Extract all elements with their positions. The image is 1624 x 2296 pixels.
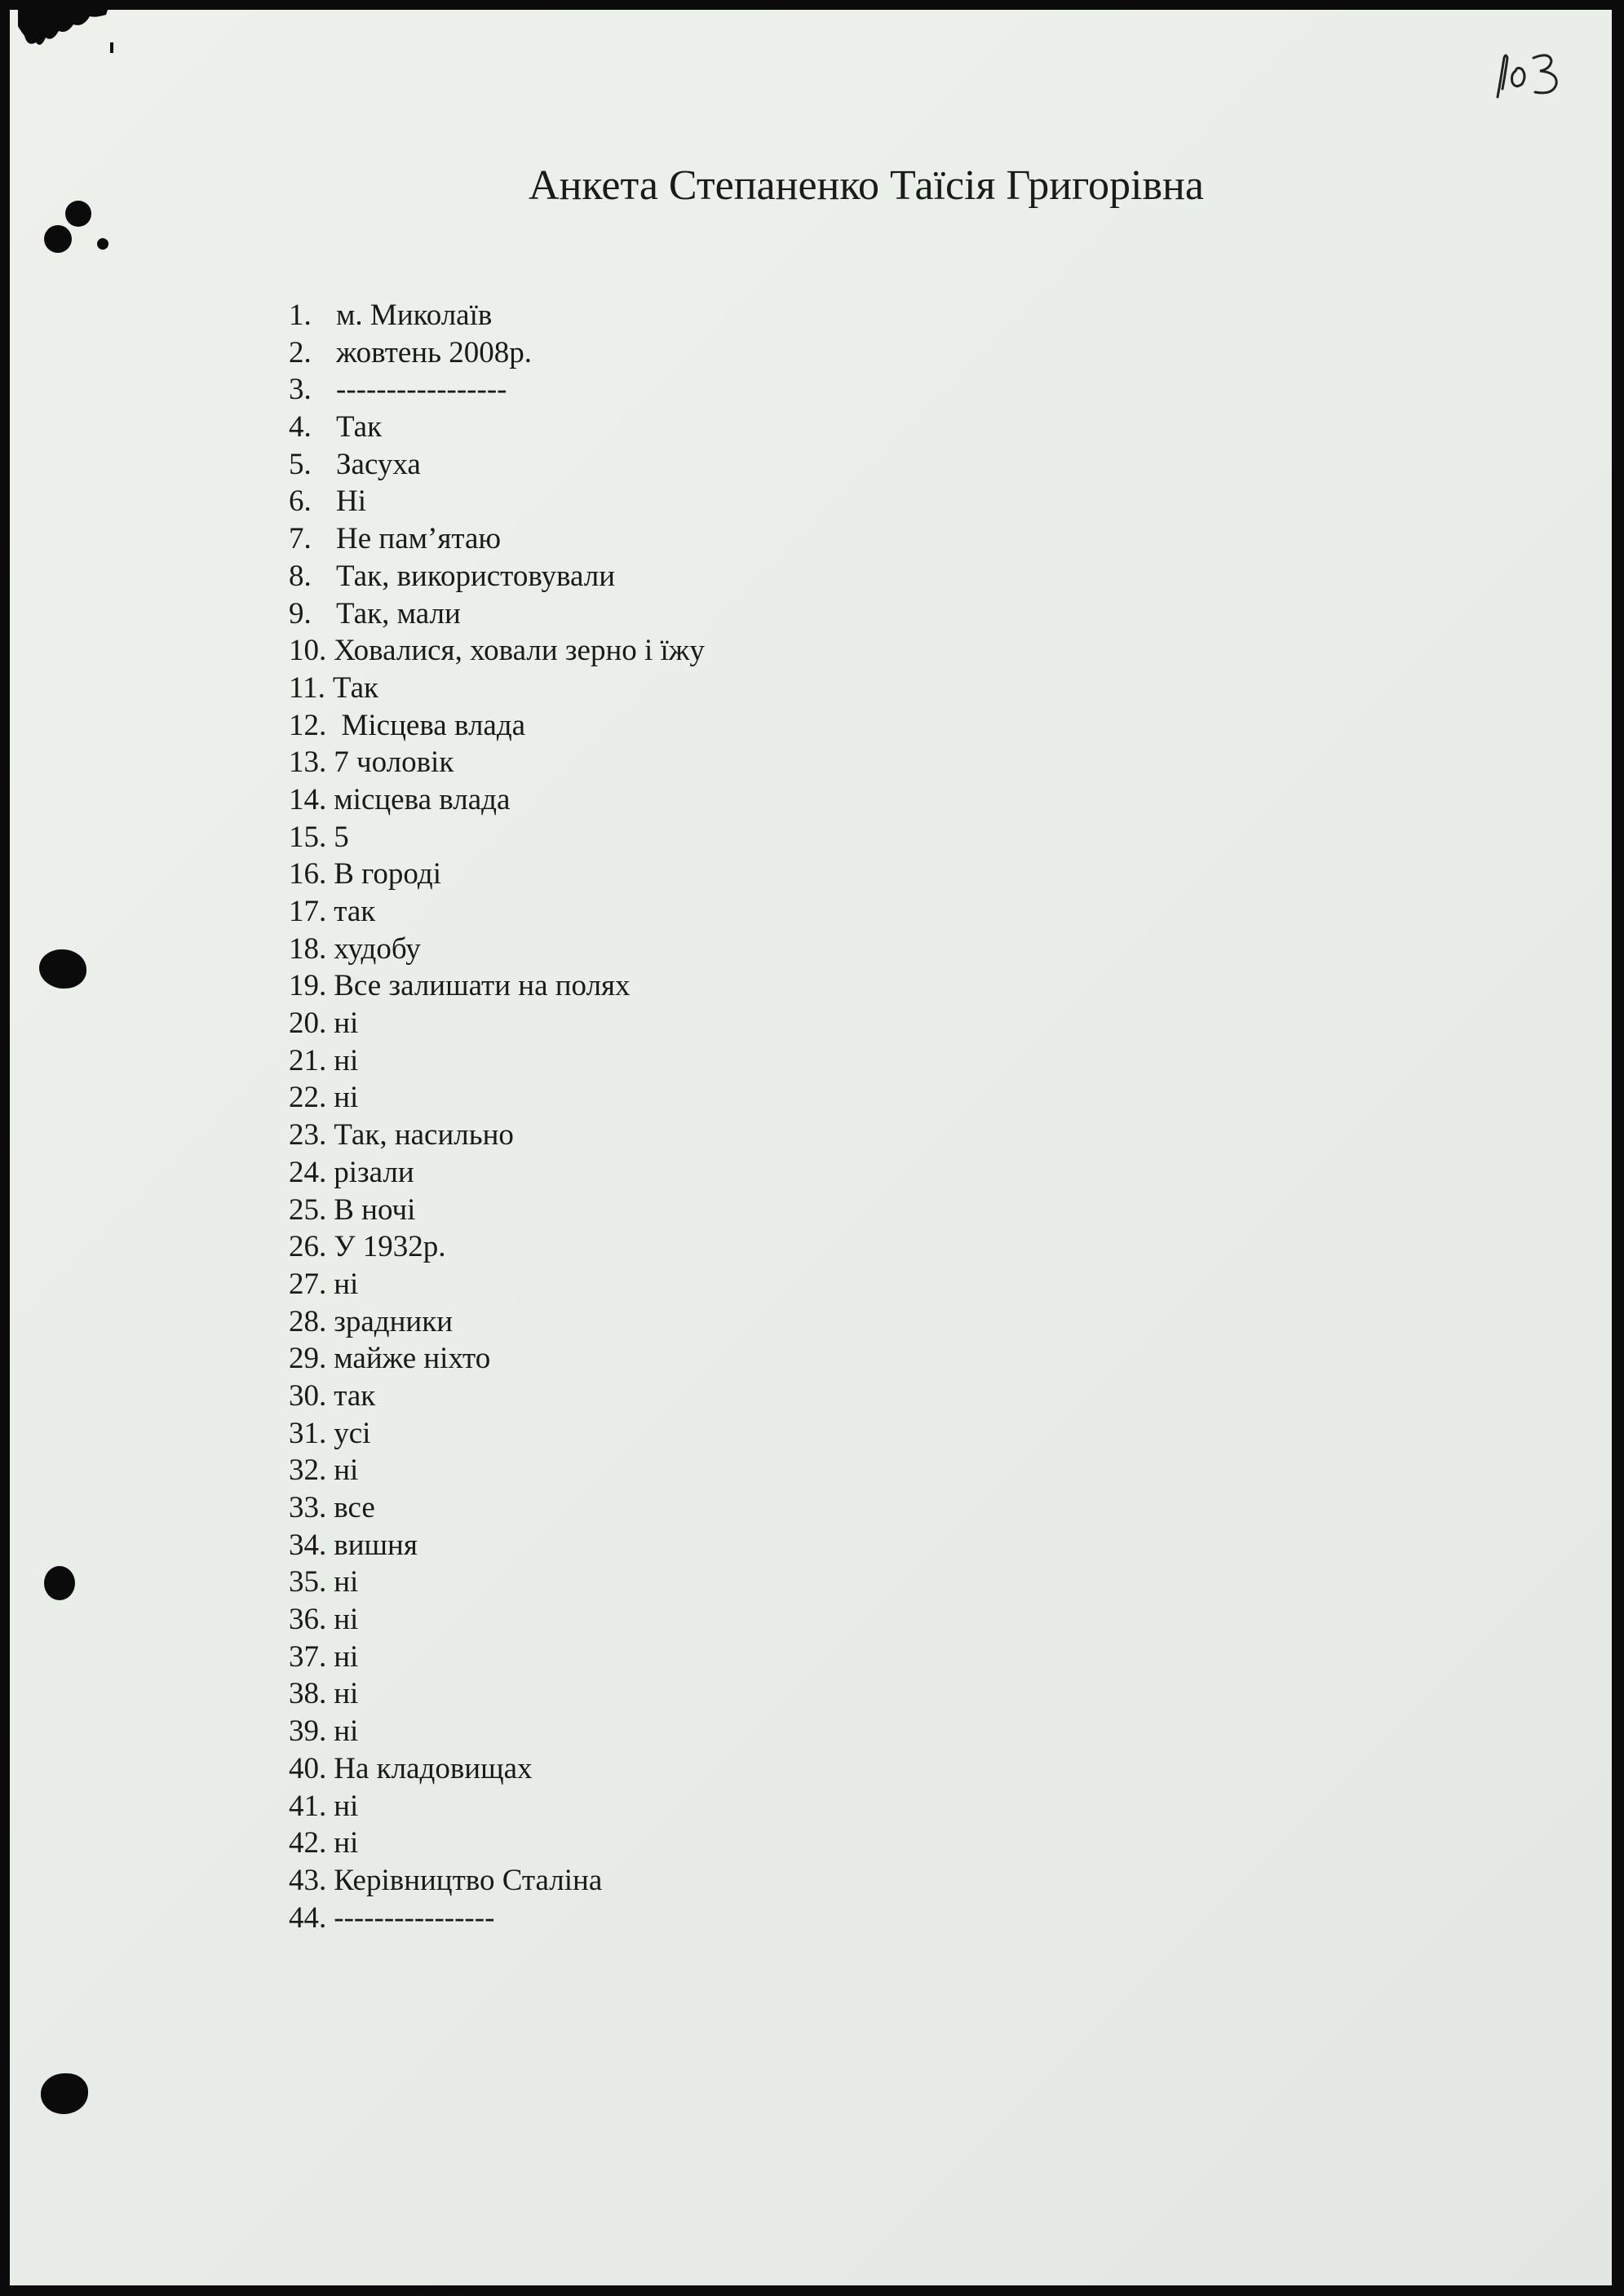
answer-text: Так: [336, 410, 383, 445]
answer-text: м. Миколаїв: [336, 299, 493, 332]
answer-text: Місцева влада: [334, 708, 526, 742]
answer-text: Так, мали: [336, 596, 461, 630]
answer-item: [289, 446, 705, 484]
answer-number: 3.: [289, 373, 312, 407]
ink-blot-mark: [18, 10, 108, 51]
handwritten-page-number: [1486, 46, 1576, 112]
answer-text: так: [334, 895, 376, 928]
answer-number: 38.: [289, 1677, 327, 1711]
answer-text: ні: [334, 1043, 359, 1077]
answer-item: [289, 967, 705, 1005]
answer-number: 29.: [289, 1342, 327, 1376]
answer-number: 26.: [289, 1230, 327, 1264]
answer-item: [289, 334, 705, 372]
punch-hole: [44, 225, 72, 253]
answer-text: В ночі: [334, 1192, 416, 1227]
answer-text: ні: [334, 1006, 359, 1041]
answer-item: [289, 1900, 705, 1937]
answer-item: [289, 409, 705, 446]
answer-item: [289, 1675, 705, 1713]
punch-hole: [41, 2073, 88, 2114]
answer-text: ні: [334, 1565, 359, 1599]
answer-item: [289, 1154, 705, 1192]
answer-number: 21.: [289, 1043, 327, 1077]
answer-item: [289, 1639, 705, 1676]
answer-text: ні: [334, 1453, 359, 1488]
answer-number: 12.: [289, 708, 327, 742]
answer-number: 19.: [289, 969, 327, 1003]
answer-number: 30.: [289, 1378, 327, 1413]
answer-text: усі: [334, 1416, 371, 1450]
answer-number: 8.: [289, 559, 312, 593]
answer-item: [289, 632, 705, 670]
answer-number: 20.: [289, 1006, 327, 1041]
answer-item: [289, 856, 705, 893]
answer-item: [289, 1825, 705, 1862]
answer-number: 23.: [289, 1118, 327, 1152]
answer-text: Так: [332, 670, 378, 705]
answer-item: [289, 1788, 705, 1825]
answer-item: [289, 1378, 705, 1415]
answer-item: [289, 1415, 705, 1453]
answer-item: [289, 1862, 705, 1900]
answer-item: [289, 1303, 705, 1341]
answer-number: 6.: [289, 484, 312, 519]
answer-item: [289, 1192, 705, 1229]
answer-item: [289, 520, 705, 558]
answer-text: худобу: [334, 931, 421, 966]
answer-text: ні: [334, 1081, 359, 1115]
answer-text: так: [334, 1378, 376, 1413]
answer-text: У 1932р.: [334, 1230, 446, 1264]
answer-text: майже ніхто: [334, 1342, 491, 1376]
answer-item: [289, 1117, 705, 1154]
answer-number: 13.: [289, 745, 327, 780]
answer-item: [289, 1042, 705, 1080]
answer-number: 7.: [289, 522, 312, 556]
answer-text: ні: [334, 1639, 359, 1674]
answer-number: 39.: [289, 1714, 327, 1749]
document-page: [10, 10, 1612, 2285]
answer-number: 1.: [289, 299, 312, 332]
answer-number: 18.: [289, 931, 327, 966]
answer-text: Так, використовували: [336, 559, 616, 593]
answer-item: [289, 1713, 705, 1750]
answer-number: 28.: [289, 1304, 327, 1338]
answer-number: 9.: [289, 596, 312, 630]
stray-mark: [110, 42, 113, 53]
answer-item: [289, 297, 705, 334]
answer-text: ні: [334, 1789, 359, 1823]
answer-item: [289, 670, 705, 707]
answer-number: 14.: [289, 782, 327, 816]
answer-text: все: [334, 1491, 375, 1524]
answer-number: 33.: [289, 1491, 327, 1524]
answer-text: ні: [334, 1714, 359, 1749]
answer-item: [289, 558, 705, 595]
answer-item: [289, 781, 705, 819]
answer-text: Ні: [336, 484, 366, 519]
answer-item: [289, 483, 705, 520]
answer-number: 43.: [289, 1863, 327, 1897]
answer-text: ні: [334, 1603, 359, 1637]
answer-number: 17.: [289, 895, 327, 928]
answer-item: [289, 595, 705, 633]
answer-text: В городі: [334, 857, 441, 891]
answer-number: 10.: [289, 634, 327, 668]
answer-item: [289, 1228, 705, 1266]
answer-item: [289, 1005, 705, 1042]
answer-item: [289, 1527, 705, 1564]
answer-text: 5: [334, 820, 349, 854]
answer-number: 24.: [289, 1155, 327, 1189]
answer-number: 35.: [289, 1565, 327, 1599]
answer-item: [289, 893, 705, 931]
answer-number: 31.: [289, 1416, 327, 1450]
answer-number: 34.: [289, 1528, 327, 1562]
answer-item: [289, 931, 705, 968]
answer-text: Не пам’ятаю: [336, 522, 502, 556]
answer-text: ----------------: [334, 1900, 495, 1935]
answer-text: ні: [334, 1826, 359, 1860]
answer-number: 25.: [289, 1192, 327, 1227]
answer-number: 32.: [289, 1453, 327, 1488]
answer-item: [289, 1452, 705, 1489]
answer-text: Так, насильно: [334, 1118, 514, 1152]
answer-item: [289, 1079, 705, 1117]
answer-item: [289, 1601, 705, 1639]
answer-text: Ховалися, ховали зерно і їжу: [334, 634, 705, 668]
answer-item: [289, 1340, 705, 1378]
answer-item: [289, 1489, 705, 1527]
answer-number: 27.: [289, 1267, 327, 1301]
answer-number: 42.: [289, 1826, 327, 1860]
answer-number: 37.: [289, 1639, 327, 1674]
answer-text: ні: [334, 1677, 359, 1711]
answer-text: різали: [334, 1155, 414, 1189]
page-title: Анкета Степаненко Таїсія Григорівна: [529, 162, 1204, 209]
answer-text: Засуха: [336, 447, 421, 481]
answer-text: місцева влада: [334, 782, 511, 816]
answer-item: [289, 1564, 705, 1601]
answer-number: 5.: [289, 447, 312, 481]
answer-number: 41.: [289, 1789, 327, 1823]
answer-text: ні: [334, 1267, 359, 1301]
answer-text: вишня: [334, 1528, 418, 1562]
answer-item: [289, 1750, 705, 1788]
answer-item: [289, 1266, 705, 1303]
answer-number: 11.: [289, 670, 325, 705]
answer-item: [289, 819, 705, 856]
answer-item: [289, 744, 705, 781]
answer-number: 4.: [289, 410, 312, 445]
punch-hole: [97, 238, 108, 250]
answer-number: 40.: [289, 1751, 327, 1785]
punch-hole: [44, 1566, 75, 1600]
answer-number: 22.: [289, 1081, 327, 1115]
answer-number: 16.: [289, 857, 327, 891]
answer-number: 44.: [289, 1900, 327, 1935]
answer-item: [289, 371, 705, 409]
answer-item: [289, 707, 705, 745]
answer-list: [289, 297, 705, 1936]
answer-text: зрадники: [334, 1304, 453, 1338]
punch-hole: [39, 949, 86, 989]
answer-number: 2.: [289, 335, 312, 369]
answer-text: Все залишати на полях: [334, 969, 631, 1003]
answer-number: 36.: [289, 1603, 327, 1637]
answer-text: Керівництво Сталіна: [334, 1863, 603, 1897]
answer-text: 7 чоловік: [334, 745, 454, 780]
answer-text: жовтень 2008р.: [336, 335, 532, 369]
answer-number: 15.: [289, 820, 327, 854]
answer-text: На кладовищах: [334, 1751, 533, 1785]
answer-text: -----------------: [336, 373, 507, 407]
